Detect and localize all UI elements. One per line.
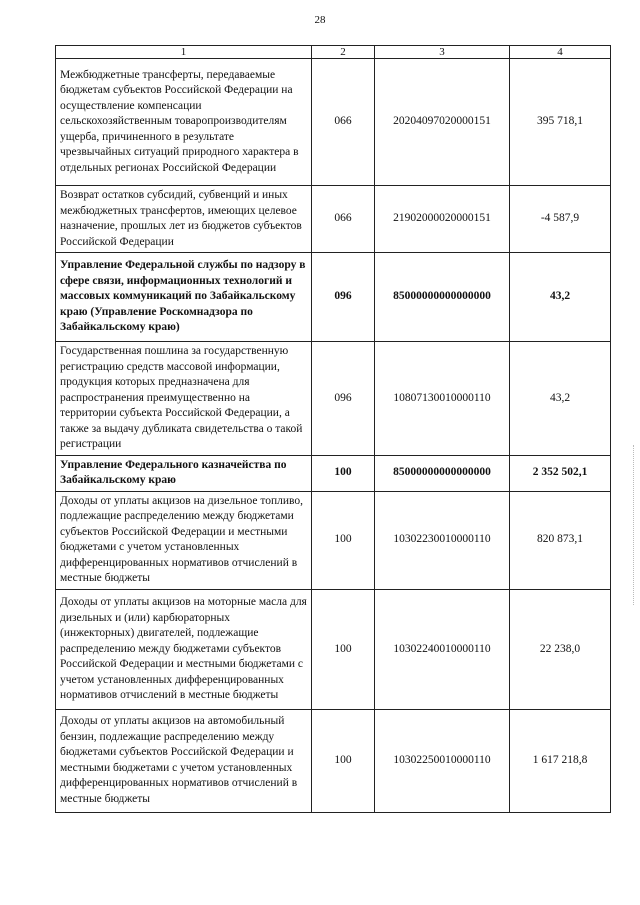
amount: 43,2 bbox=[510, 342, 611, 456]
revenue-description: Возврат остатков субсидий, субвенций и иных межбюджетных трансфертов, имеющих целевое назначение, прошлых лет из бюджетов субъектов Российской Федерации bbox=[56, 186, 312, 253]
budget-classification-code: 20204097020000151 bbox=[375, 59, 510, 186]
administrator-code: 066 bbox=[312, 186, 375, 253]
amount: 820 873,1 bbox=[510, 491, 611, 589]
table-row bbox=[56, 709, 611, 812]
table-row bbox=[56, 186, 611, 253]
administrator-code: 100 bbox=[312, 491, 375, 589]
scan-margin-mark bbox=[633, 445, 635, 605]
table-header-row bbox=[56, 46, 611, 59]
amount: 22 238,0 bbox=[510, 589, 611, 709]
amount: 2 352 502,1 bbox=[510, 455, 611, 491]
revenue-description: Межбюджетные трансферты, передаваемые бюджетам субъектов Российской Федерации на осуществление компенсации сельскохозяйственным товаропроизводителям ущерба, причиненного в результате чрезвычайных ситуаций природного характера в отдельных регионах Российской Федерации bbox=[56, 59, 312, 186]
table-row bbox=[56, 491, 611, 589]
table-row-administrator bbox=[56, 253, 611, 342]
column-header: 4 bbox=[510, 46, 611, 59]
table-row bbox=[56, 589, 611, 709]
budget-classification-code: 21902000020000151 bbox=[375, 186, 510, 253]
amount: 395 718,1 bbox=[510, 59, 611, 186]
table-row bbox=[56, 342, 611, 456]
page-number: 28 bbox=[314, 14, 326, 26]
budget-classification-code: 85000000000000000 bbox=[375, 253, 510, 342]
budget-classification-code: 10807130010000110 bbox=[375, 342, 510, 456]
administrator-code: 096 bbox=[312, 342, 375, 456]
administrator-name: Управление Федерального казначейства по Забайкальскому краю bbox=[56, 455, 312, 491]
amount: -4 587,9 bbox=[510, 186, 611, 253]
amount: 1 617 218,8 bbox=[510, 709, 611, 812]
amount: 43,2 bbox=[510, 253, 611, 342]
administrator-code: 100 bbox=[312, 589, 375, 709]
administrator-name: Управление Федеральной службы по надзору в сфере связи, информационных технологий и массовых коммуникаций по Забайкальскому краю (Управление Роскомнадзора по Забайкальскому краю) bbox=[56, 253, 312, 342]
administrator-code: 100 bbox=[312, 709, 375, 812]
column-header: 2 bbox=[312, 46, 375, 59]
table-row bbox=[56, 59, 611, 186]
budget-classification-code: 10302250010000110 bbox=[375, 709, 510, 812]
revenue-description: Государственная пошлина за государственную регистрацию средств массовой информации, продукция которых предназначена для распространения преимущественно на территории субъекта Российской Федерации, а также за выдачу дубликата свидетельства о такой регистрации bbox=[56, 342, 312, 456]
administrator-code: 066 bbox=[312, 59, 375, 186]
table-row-administrator bbox=[56, 455, 611, 491]
budget-classification-code: 85000000000000000 bbox=[375, 455, 510, 491]
revenue-table bbox=[55, 45, 611, 813]
budget-classification-code: 10302230010000110 bbox=[375, 491, 510, 589]
budget-classification-code: 10302240010000110 bbox=[375, 589, 510, 709]
administrator-code: 096 bbox=[312, 253, 375, 342]
revenue-description: Доходы от уплаты акцизов на моторные масла для дизельных и (или) карбюраторных (инжекторных) двигателей, подлежащие распределению между бюджетами субъектов Российской Федерации и местными бюджетами с учетом установленных дифференцированных нормативов отчислений в местные бюджеты bbox=[56, 589, 312, 709]
column-header: 1 bbox=[56, 46, 312, 59]
column-header: 3 bbox=[375, 46, 510, 59]
revenue-description: Доходы от уплаты акцизов на дизельное топливо, подлежащие распределению между бюджетами субъектов Российской Федерации и местными бюджетами с учетом установленных дифференцированных нормативов отчислений в местные бюджеты bbox=[56, 491, 312, 589]
administrator-code: 100 bbox=[312, 455, 375, 491]
revenue-description: Доходы от уплаты акцизов на автомобильный бензин, подлежащие распределению между бюджетами субъектов Российской Федерации и местными бюджетами с учетом установленных дифференцированных нормативов отчислений в местные бюджеты bbox=[56, 709, 312, 812]
